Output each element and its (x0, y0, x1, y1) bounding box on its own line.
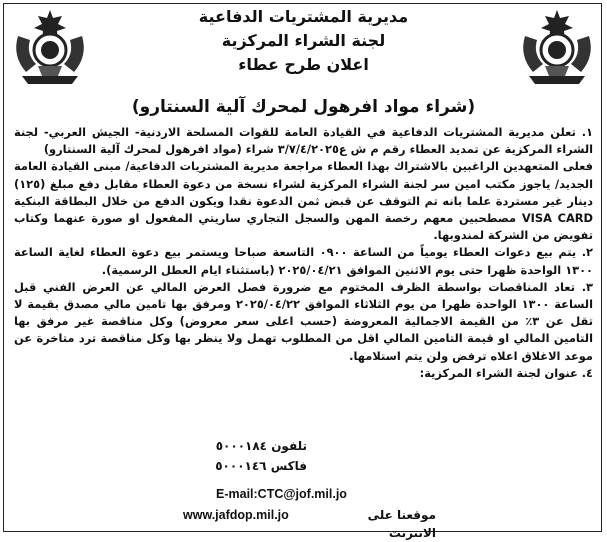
website-label: موقعنا على الانترنت (367, 508, 436, 540)
directorate-title: مديرية المشتريات الدفاعية (198, 7, 409, 26)
fax-number: فاكس ٥٠٠٠١٤٦ (215, 459, 307, 473)
paragraph-1-continued: فعلى المتعهدين الراغبين بالاشتراك بهذا العطاء مراجعة مديرية المشتريات الدفاعية/ مبنى القيادة العامة الجديد/ ياجوز مكتب امين سر لجنة الشراء المركزية لشراء نسخة من دعوة العطاء مقابل دفع مبلغ (١٢٥) دينار غير مستردة علما بانه تم التوقف عن قبض ثمن الدعوة نقدا ويكون الدفع من خلال البطاقة البنكية VISA CARD مصطحبين معهم رخصة المهن والسجل التجاري ساريتي المفعول او صورة عنهما وكتاب تفويض من الشركة لمندوبها. (14, 159, 593, 243)
paragraph-4: ٤. عنوان لجنة الشراء المركزية: (419, 365, 593, 380)
tender-subject: (شراء مواد افرهول لمحرك آلية السنتارو) (131, 97, 476, 117)
paragraph-3: ٣. تعاد المناقصات بواسطة الظرف المختوم مع ضرورة فصل العرض المالي عن العرض الفني قبل الساعة ١٣٠٠ الواحدة ظهرا من يوم الثلاثاء الموافق ٢٠٢٥/٠٤/٢٢ ومرفق بها تامين مالي مصدق بقيمة لا تقل عن ٣٪ من القيمة الاجمالية المعروضة (حسب اعلى سعر معروض) وكل مناقصة غير مرفق بها التامين المالي او قيمة التامين المالي اقل من المطلوب تهمل ولا ينظر بها وكل مناقصة ترد متاخرة عن موعد الاغلاق اعلاه ترفض ولن يتم استلامها. (14, 279, 593, 363)
committee-title: لجنة الشراء المركزية (221, 31, 386, 50)
website-url[interactable]: www.jafdop.mil.jo (183, 508, 289, 522)
header (95, 5, 512, 77)
email-address[interactable]: E-mail:CTC@jof.mil.jo (216, 487, 347, 501)
paragraph-1: ١. تعلن مديرية المشتريات الدفاعية في القيادة العامة للقوات المسلحة الاردنية- الجيش العربي- لجنة الشراء المركزية عن تمديد العطاء رقم م ش ع٣/٧/٤/٢٠٢٥ شراء (مواد افرهول لمحرك آلية السنتارو) (14, 125, 593, 157)
jordan-armed-forces-emblem-left (8, 6, 92, 86)
announcement-body (14, 124, 593, 382)
announcement-title: اعلان طرح عطاء (238, 55, 369, 74)
paragraph-2: ٢. يتم بيع دعوات العطاء يومياً من الساعة ٠٩٠٠ التاسعة صباحا ويستمر بيع دعوة العطاء لغاية الساعة ١٣٠٠ الواحدة ظهرا حتى يوم الاثنين الموافق ٢٠٢٥/٠٤/٢١ (باستثناء ايام العطل الرسمية). (14, 245, 593, 277)
phone-number: تلفون ٥٠٠٠١٨٤ (215, 439, 307, 453)
jordan-armed-forces-emblem-right (515, 6, 599, 86)
